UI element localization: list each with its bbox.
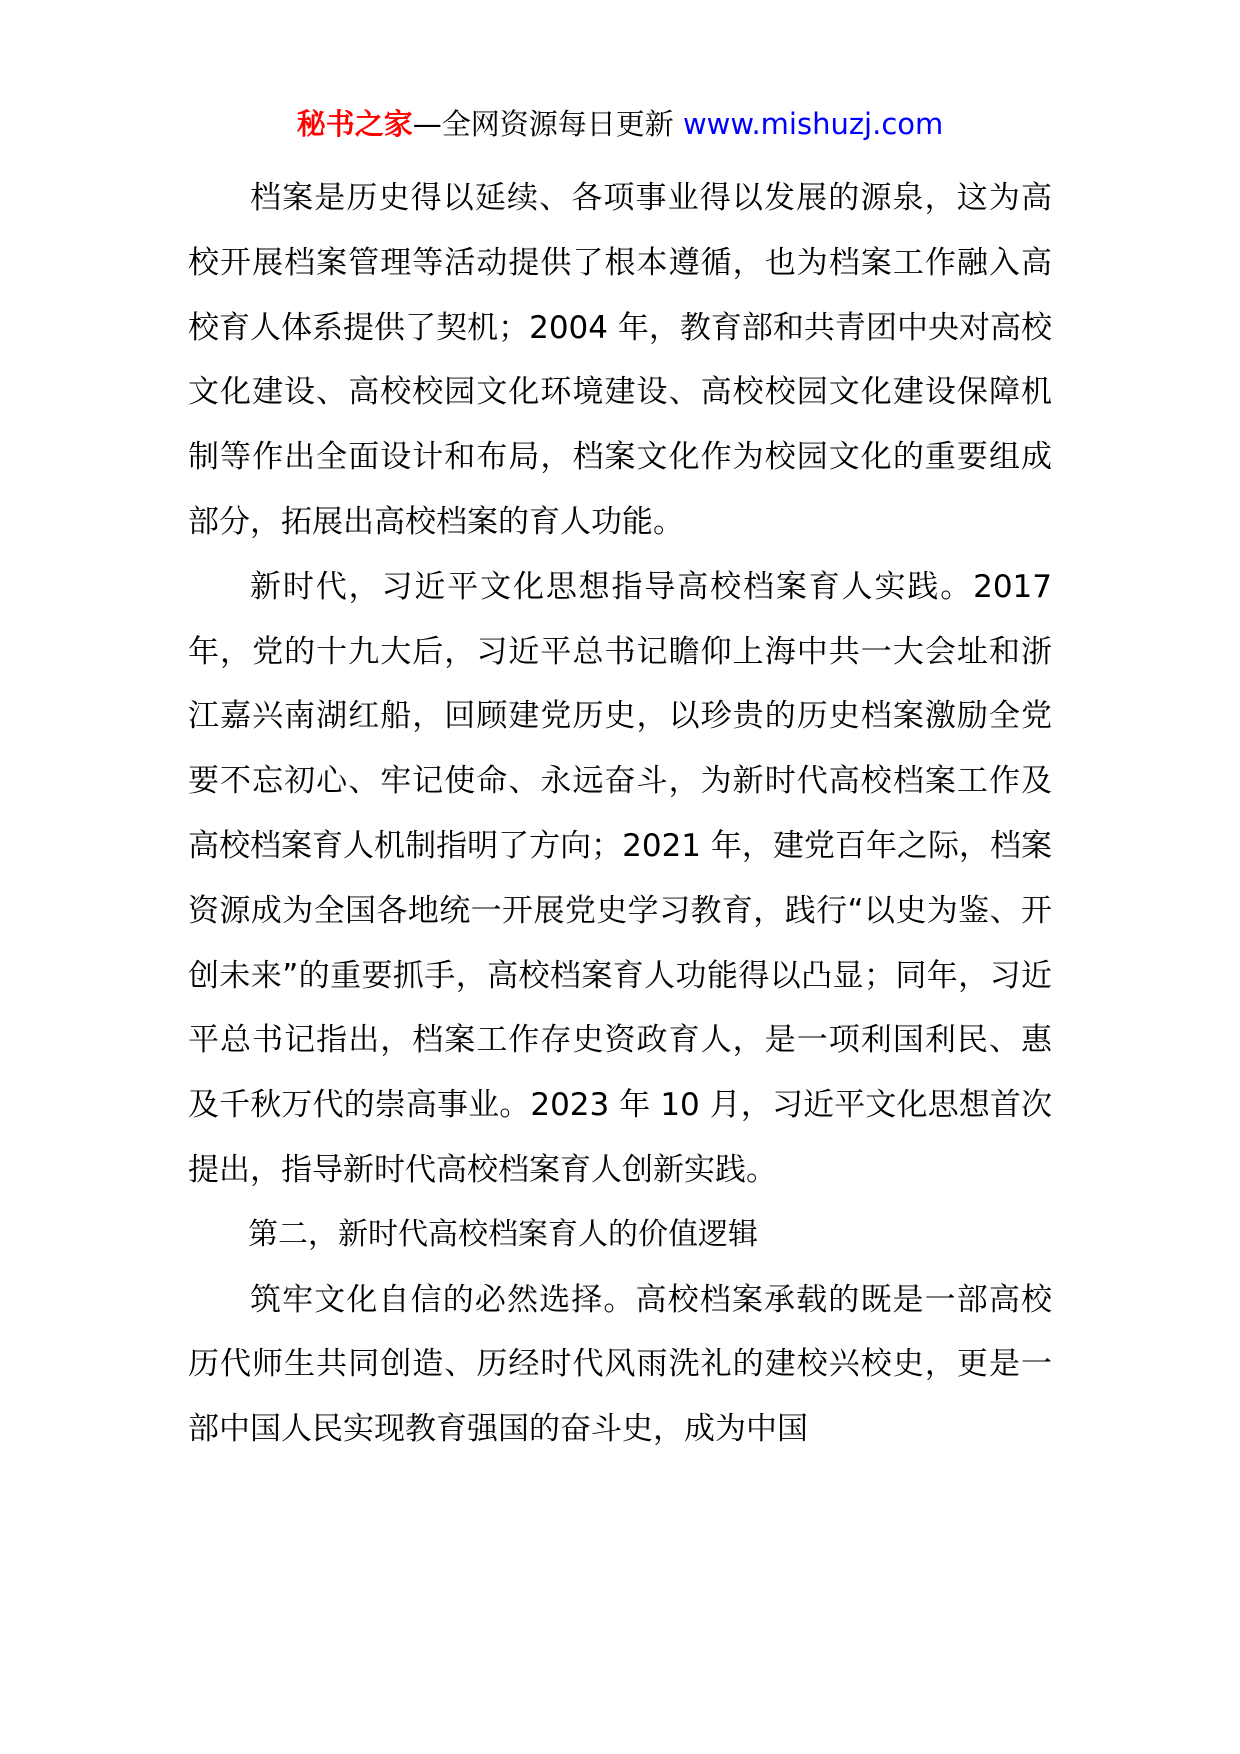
paragraph-1: 档案是历史得以延续、各项事业得以发展的源泉，这为高校开展档案管理等活动提供了根本遵循，也为档案工作融入高校育人体系提供了契机；2004 年，教育部和共青团中央对高校文化建设、高校校园文化环境建设、高校校园文化建设保障机制等作出全面设计和布局，档案文化作为校园文化的重要组成部分，拓展出高校档案的育人功能。: [188, 180, 1052, 540]
header-brand: 秘书之家: [296, 107, 413, 141]
section-heading: 第二，新时代高校档案育人的价值逻辑: [248, 1216, 758, 1252]
page-header: [0, 104, 1240, 144]
header-url-link[interactable]: www.mishuzj.com: [682, 107, 944, 141]
header-tagline: —全网资源每日更新: [412, 107, 674, 141]
paragraph-2: 新时代，习近平文化思想指导高校档案育人实践。2017 年，党的十九大后，习近平总书记瞻仰上海中共一大会址和浙江嘉兴南湖红船，回顾建党历史，以珍贵的历史档案激励全党要不忘初心、牢记使命、永远奋斗，为新时代高校档案工作及高校档案育人机制指明了方向；2021 年，建党百年之际，档案资源成为全国各地统一开展党史学习教育，践行“以史为鉴、开创未来”的重要抓手，高校档案育人功能得以凸显；同年，习近平总书记指出，档案工作存史资政育人，是一项利国利民、惠及千秋万代的崇高事业。2023 年 10 月，习近平文化思想首次提出，指导新时代高校档案育人创新实践。: [188, 568, 1052, 1188]
paragraph-3: 筑牢文化自信的必然选择。高校档案承载的既是一部高校历代师生共同创造、历经时代风雨洗礼的建校兴校史，更是一部中国人民实现教育强国的奋斗史，成为中国: [188, 1281, 1052, 1448]
document-body: [188, 166, 1052, 1462]
